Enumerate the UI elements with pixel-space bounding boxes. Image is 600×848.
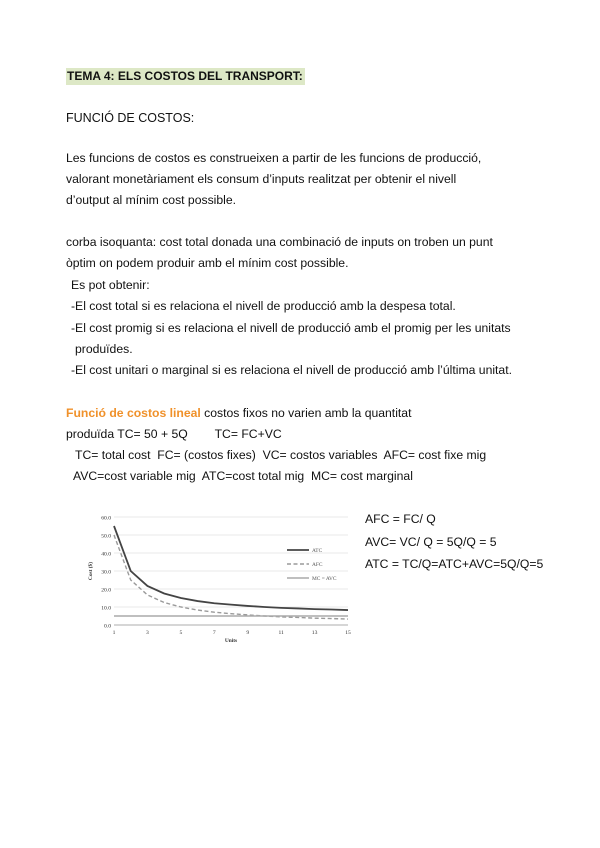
list-item: produïdes. [75, 342, 133, 356]
formula-afc: AFC = FC/ Q [365, 512, 436, 526]
title-highlight: TEMA 4: ELS COSTOS DEL TRANSPORT: [67, 69, 303, 83]
linear-line-1-text: costos fixos no varien amb la quantitat [200, 406, 412, 420]
formula-atc: ATC = TC/Q=ATC+AVC=5Q/Q=5 [365, 557, 544, 571]
isoquant-line: corba isoquanta: cost total donada una combinació de inputs on troben un punt [66, 235, 493, 249]
cost-chart [82, 505, 357, 650]
isoquant-paragraph [66, 232, 526, 274]
linear-line-4: AVC=cost variable mig ATC=cost total mig MC= cost marginal [73, 469, 413, 483]
linear-line-1 [66, 403, 526, 424]
cost-chart-svg [82, 505, 357, 650]
section-heading: FUNCIÓ DE COSTOS: [66, 111, 195, 125]
x-tick-label: 15 [345, 630, 351, 636]
intro-line: valorant monetàriament els consum d’inputs realitzat per obtenir el nivell [66, 172, 457, 186]
x-axis-label: Units [224, 638, 238, 644]
y-tick-label: 0.0 [104, 623, 111, 630]
list-item: -El cost promig si es relaciona el nivell de producció amb el promig per les unitats [71, 321, 511, 335]
x-tick-label: 3 [146, 630, 149, 636]
y-tick-label: 40.0 [101, 551, 111, 558]
legend-label: MC = AVC [312, 576, 337, 582]
linear-cost-paragraph [66, 403, 526, 487]
formula-list [365, 508, 543, 576]
x-tick-label: 13 [311, 630, 318, 636]
y-axis-label: Cost ($) [88, 561, 94, 581]
can-obtain-label: Es pot obtenir: [71, 278, 150, 292]
y-tick-label: 20.0 [101, 587, 111, 594]
isoquant-line: òptim on podem produir amb el mínim cost possible. [66, 256, 349, 270]
linear-heading: Funció de costos lineal [66, 406, 201, 420]
formula-avc: AVC= VC/ Q = 5Q/Q = 5 [365, 534, 497, 549]
legend-label: AFC [312, 562, 323, 568]
linear-line-3: TC= total cost FC= (costos fixes) VC= costos variables AFC= cost fixe mig [75, 448, 487, 462]
y-tick-label: 50.0 [101, 533, 111, 540]
list-item: -El cost total si es relaciona el nivell de producció amb la despesa total. [71, 299, 456, 313]
x-tick-label: 9 [246, 630, 250, 636]
linear-line-2: produïda TC= 50 + 5Q TC= FC+VC [66, 427, 282, 441]
y-tick-label: 10.0 [101, 605, 111, 612]
legend-label: ATC [312, 548, 323, 554]
x-tick-label: 5 [179, 630, 183, 636]
intro-line: Les funcions de costos es construeixen a partir de les funcions de producció, [66, 151, 482, 165]
document-title [66, 66, 526, 87]
x-tick-label: 7 [212, 630, 216, 636]
intro-line: d’output al mínim cost possible. [66, 193, 237, 207]
intro-paragraph [66, 148, 526, 211]
cost-list [71, 296, 526, 381]
y-tick-label: 30.0 [101, 569, 111, 576]
x-tick-label: 1 [112, 630, 116, 636]
series-line-atc [114, 526, 348, 610]
list-item: -El cost unitari o marginal si es relaciona el nivell de producció amb l’última unitat. [71, 363, 512, 377]
x-tick-label: 11 [278, 630, 284, 636]
y-tick-label: 60.0 [101, 515, 111, 522]
